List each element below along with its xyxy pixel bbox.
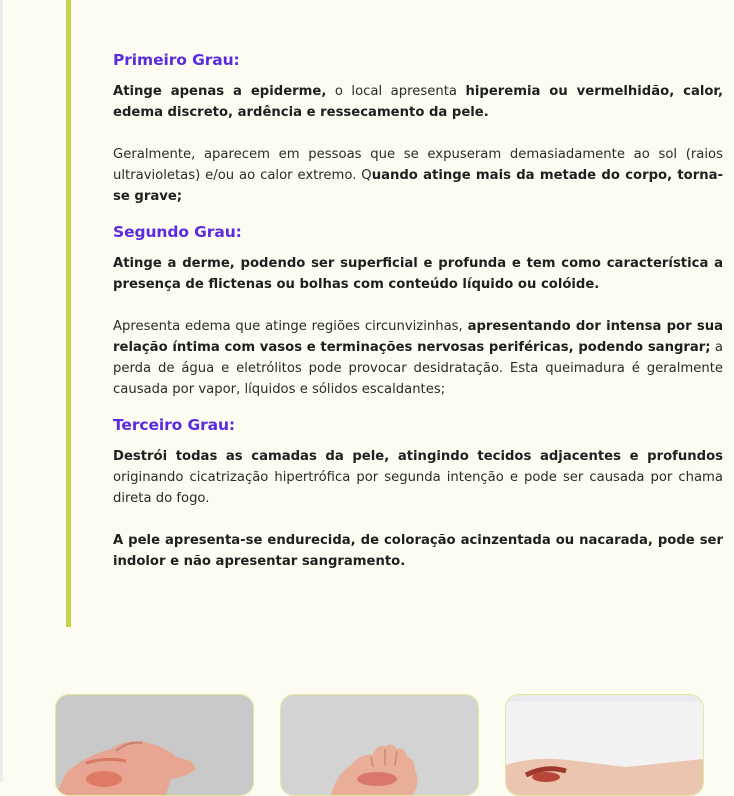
text: a perda de água e eletrólitos pode provocar desidratação. Esta queimadura é geralmente causada por vapor, líquidos e sólidos escaldantes; [113, 340, 723, 397]
primeiro-grau-paragraph-1 [113, 81, 723, 123]
emphasis: hiperemia ou vermelhidão, calor, edema discreto, ardência e ressecamento da pele. [113, 84, 723, 120]
burn-photo-second-degree [280, 694, 479, 796]
section-title-primeiro-grau: Primeiro Grau: [113, 51, 240, 69]
text: originando cicatrização hipertrófica por segunda intenção e pode ser causada por chama direta do fogo. [113, 470, 723, 506]
terceiro-grau-paragraph-2 [113, 530, 723, 572]
burn-photo-third-degree [505, 694, 704, 796]
emphasis: A pele apresenta-se endurecida, de coloração acinzentada ou nacarada, pode ser indolor e não apresentar sangramento. [113, 533, 723, 569]
emphasis: apresentando dor intensa por sua relação íntima com vasos e terminações nervosas periféricas, podendo sangrar; [113, 319, 723, 355]
segundo-grau-paragraph-1 [113, 253, 723, 295]
text: o local apresenta [326, 84, 466, 99]
section-title-segundo-grau: Segundo Grau: [113, 223, 242, 241]
text: Apresenta edema que atinge regiões circunvizinhas, [113, 319, 468, 334]
page-edge [0, 0, 3, 782]
emphasis: Atinge a derme, podendo ser superficial e profunda e tem como característica a presença de flictenas ou bolhas com conteúdo líquido ou colóide. [113, 256, 723, 292]
emphasis: Destrói todas as camadas da pele, atingindo tecidos adjacentes e profundos [113, 449, 723, 464]
segundo-grau-paragraph-2 [113, 316, 723, 400]
section-title-terceiro-grau: Terceiro Grau: [113, 416, 236, 434]
text: Geralmente, aparecem em pessoas que se expuseram demasiadamente ao sol (raios ultravioletas) e/ou ao calor extremo. Q [113, 147, 723, 183]
primeiro-grau-paragraph-2 [113, 144, 723, 207]
emphasis: Atinge apenas a epiderme, [113, 84, 327, 99]
burn-photo-first-degree [55, 694, 254, 796]
accent-bar [66, 0, 71, 627]
article-content [113, 49, 723, 572]
emphasis: uando atinge mais da metade do corpo, torna-se grave; [113, 168, 723, 204]
terceiro-grau-paragraph-1 [113, 446, 723, 509]
